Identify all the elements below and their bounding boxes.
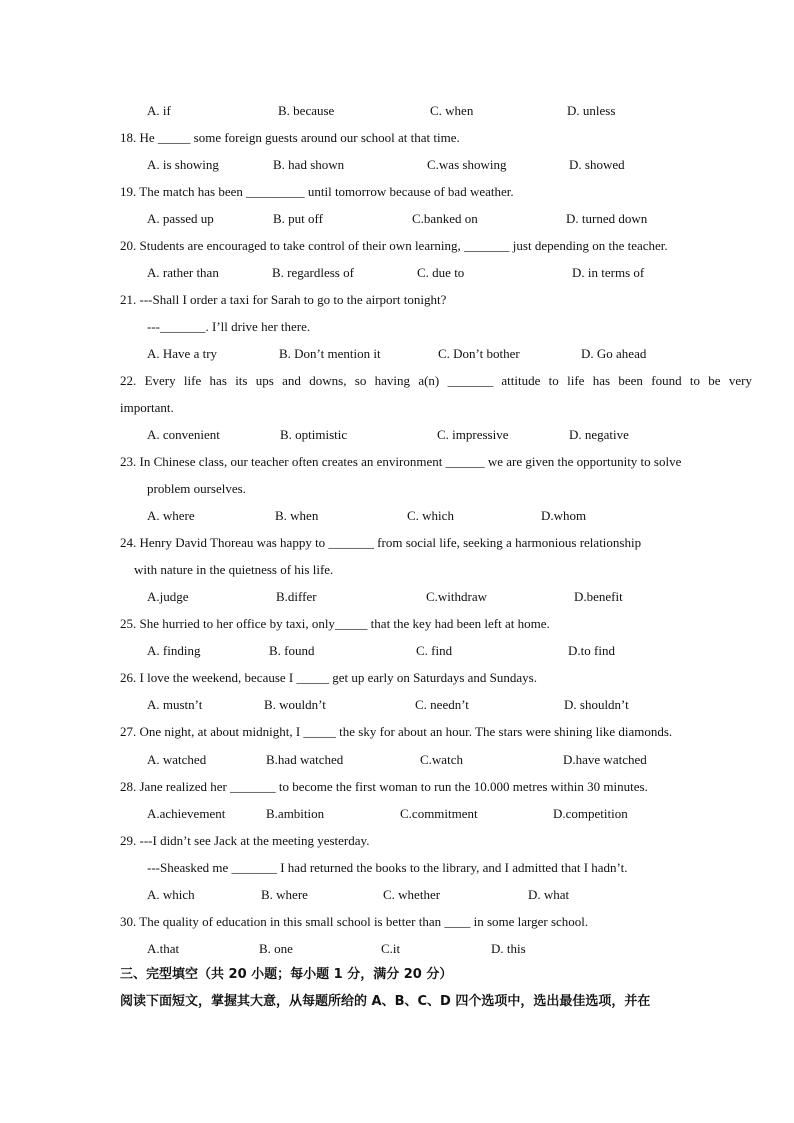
option-d: D. showed [569,157,625,172]
question-27-options [0,752,794,768]
option-b: B. Don’t mention it [279,346,381,361]
option-b: B. when [275,508,319,523]
option-d: D.to find [568,643,615,658]
option-d: D.whom [541,508,587,523]
option-d: D. unless [567,103,616,118]
question-23-options [0,508,794,524]
question-25-options [0,643,794,659]
option-a: A. mustn’t [147,697,203,712]
question-21-options [0,346,794,362]
question-30-stem: 30. The quality of education in this small school is better than ____ in some larger school. [120,914,589,929]
option-c: C.commitment [400,806,478,821]
option-c: C. whether [383,887,441,902]
option-a: A. where [147,508,195,523]
question-19-stem: 19. The match has been _________ until tomorrow because of bad weather. [120,184,514,199]
question-28-options [0,806,794,822]
option-d: D. this [491,941,526,956]
question-24-options [0,589,794,605]
option-b: B.ambition [266,806,325,821]
option-c: C. due to [417,265,465,280]
question-27-stem: 27. One night, at about midnight, I _____ the sky for about an hour. The stars were shining like diamonds. [120,724,673,739]
top-options-row [0,103,794,119]
option-d: D. what [528,887,570,902]
option-b: B. found [269,643,315,658]
question-20-stem: 20. Students are encouraged to take control of their own learning, _______ just depending on the teacher. [120,238,668,253]
option-b: B.had watched [266,752,344,767]
option-d: D. negative [569,427,629,442]
option-b: B. because [278,103,335,118]
option-a: A. convenient [147,427,220,442]
question-26-options [0,697,794,713]
option-a: A. which [147,887,195,902]
question-24-stem: 24. Henry David Thoreau was happy to _______ from social life, seeking a harmonious relationship [120,535,642,550]
option-b: B. wouldn’t [264,697,326,712]
option-d: D.have watched [563,752,647,767]
question-18-stem: 18. He _____ some foreign guests around our school at that time. [120,130,460,145]
option-a: A. finding [147,643,201,658]
section-title: 三、完型填空（共 20 小题；每小题 1 分，满分 20 分） [120,967,453,982]
question-19-options [0,211,794,227]
option-d: D. shouldn’t [564,697,629,712]
option-b: B. had shown [273,157,345,172]
option-a: A. if [147,103,171,118]
option-b: B. optimistic [280,427,348,442]
question-28-stem: 28. Jane realized her _______ to become the first woman to run the 10.000 metres within 30 minutes. [120,779,648,794]
option-c: C.watch [420,752,463,767]
question-30-options [0,941,794,957]
option-c: C. which [407,508,454,523]
option-d: D. in terms of [572,265,645,280]
question-21-stem: 21. ---Shall I order a taxi for Sarah to go to the airport tonight? [120,292,447,307]
option-c: C.was showing [427,157,507,172]
option-c: C.it [381,941,401,956]
question-22-stem-cont: important. [120,400,174,415]
question-22-options [0,427,794,443]
option-c: C. find [416,643,453,658]
question-23-stem: 23. In Chinese class, our teacher often creates an environment ______ we are given the opportunity to solve [120,454,682,469]
option-c: C.withdraw [426,589,488,604]
question-23-stem-cont: problem ourselves. [147,481,246,496]
question-25-stem: 25. She hurried to her office by taxi, only_____ that the key had been left at home. [120,616,550,631]
option-d: D.benefit [574,589,623,604]
question-29-reply: ---Sheasked me _______ I had returned the books to the library, and I admitted that I hadn’t. [147,860,628,875]
option-c: C. impressive [437,427,509,442]
option-c: C. Don’t bother [438,346,520,361]
option-a: A. passed up [147,211,214,226]
question-22-stem: 22. Every life has its ups and downs, so having a(n) _______ attitude to life has been found to be very [120,373,752,388]
question-26-stem: 26. I love the weekend, because I _____ get up early on Saturdays and Sundays. [120,670,537,685]
option-c: C.banked on [412,211,478,226]
option-d: D. turned down [566,211,648,226]
option-b: B. one [259,941,293,956]
option-a: A.judge [147,589,189,604]
option-b: B.differ [276,589,317,604]
option-c: C. when [430,103,474,118]
option-a: A. Have a try [147,346,218,361]
option-a: A. rather than [147,265,219,280]
question-29-stem: 29. ---I didn’t see Jack at the meeting yesterday. [120,833,370,848]
question-20-options [0,265,794,281]
section-instruction: 阅读下面短文，掌握其大意，从每题所给的 A、B、C、D 四个选项中，选出最佳选项，并在 [120,994,651,1009]
option-a: A.that [147,941,180,956]
question-21-reply: ---_______. I’ll drive her there. [147,319,311,334]
option-b: B. where [261,887,308,902]
option-a: A.achievement [147,806,226,821]
option-d: D. Go ahead [581,346,647,361]
option-c: C. needn’t [415,697,469,712]
option-b: B. regardless of [272,265,354,280]
option-d: D.competition [553,806,628,821]
question-18-options [0,157,794,173]
question-24-stem-cont: with nature in the quietness of his life. [134,562,334,577]
option-a: A. watched [147,752,207,767]
question-29-options [0,887,794,903]
option-a: A. is showing [147,157,219,172]
option-b: B. put off [273,211,323,226]
